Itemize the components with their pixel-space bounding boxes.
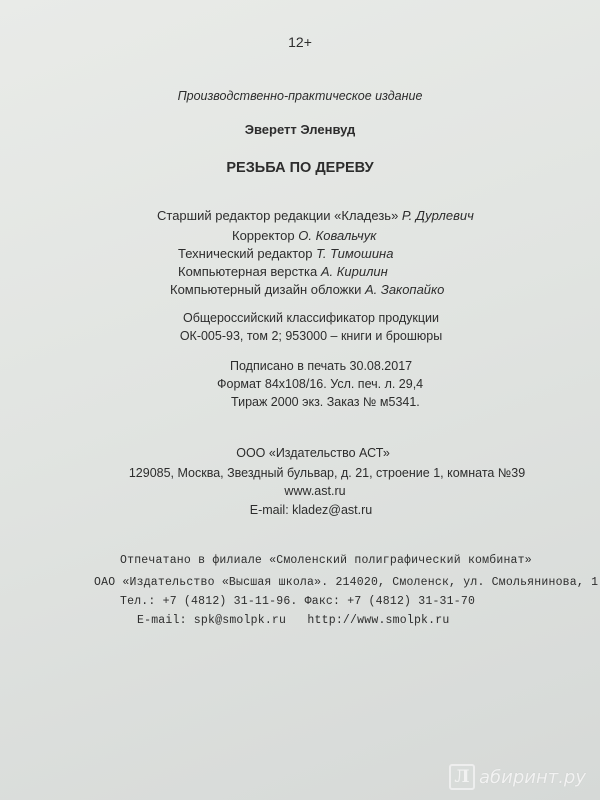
credit-layout [178, 264, 388, 280]
labirint-logo-icon: Л [449, 764, 475, 790]
credit-role: Технический редактор [178, 246, 313, 261]
credit-name: Т. Тимошина [316, 246, 394, 261]
printer-line-3: Тел.: +7 (4812) 31-11-96. Факс: +7 (4812) 31-31-70 [120, 595, 476, 608]
publisher-address: 129085, Москва, Звездный бульвар, д. 21, строение 1, комната №39 [128, 466, 526, 480]
publisher-website: www.ast.ru [284, 484, 346, 498]
author-name: Эверетт Эленвуд [244, 122, 356, 137]
credit-role: Корректор [232, 228, 295, 243]
labirint-watermark [449, 764, 586, 790]
credit-cover-design [170, 282, 444, 298]
credit-role: Компьютерный дизайн обложки [170, 282, 362, 297]
publisher-name: ООО «Издательство АСТ» [236, 446, 390, 460]
signed-to-print: Подписано в печать 30.08.2017 [230, 359, 413, 373]
credit-role: Старший редактор редакции «Кладезь» [157, 208, 399, 223]
credit-tech-editor [178, 246, 393, 262]
printer-line-2: ОАО «Издательство «Высшая школа». 214020, Смоленск, ул. Смольянинова, 1 [94, 576, 599, 589]
credit-name: А. Закопайко [364, 282, 445, 297]
credit-name: А. Кирилин [320, 264, 388, 279]
age-rating: 12+ [288, 34, 312, 50]
credit-name: О. Ковальчук [298, 228, 377, 243]
watermark-text: абиринт.ру [478, 766, 586, 788]
print-run: Тираж 2000 экз. Заказ № м5341. [231, 395, 420, 409]
classifier-line-1: Общероссийский классификатор продукции [182, 311, 440, 325]
credit-senior-editor [157, 208, 474, 224]
credit-role: Компьютерная верстка [178, 264, 318, 279]
credit-name: Р. Дурлевич [401, 208, 474, 223]
classifier-line-2: ОК-005-93, том 2; 953000 – книги и брошюры [179, 329, 443, 343]
credit-proofreader [232, 228, 376, 244]
edition-type: Производственно-практическое издание [177, 89, 423, 103]
publisher-email: E-mail: kladez@ast.ru [249, 503, 373, 517]
printer-line-4: E-mail: spk@smolpk.ru http://www.smolpk.ru [137, 614, 450, 627]
book-title: РЕЗЬБА ПО ДЕРЕВУ [226, 160, 374, 176]
format-info: Формат 84x108/16. Усл. печ. л. 29,4 [217, 377, 424, 391]
printer-line-1: Отпечатано в филиале «Смоленский полиграфический комбинат» [120, 554, 532, 567]
